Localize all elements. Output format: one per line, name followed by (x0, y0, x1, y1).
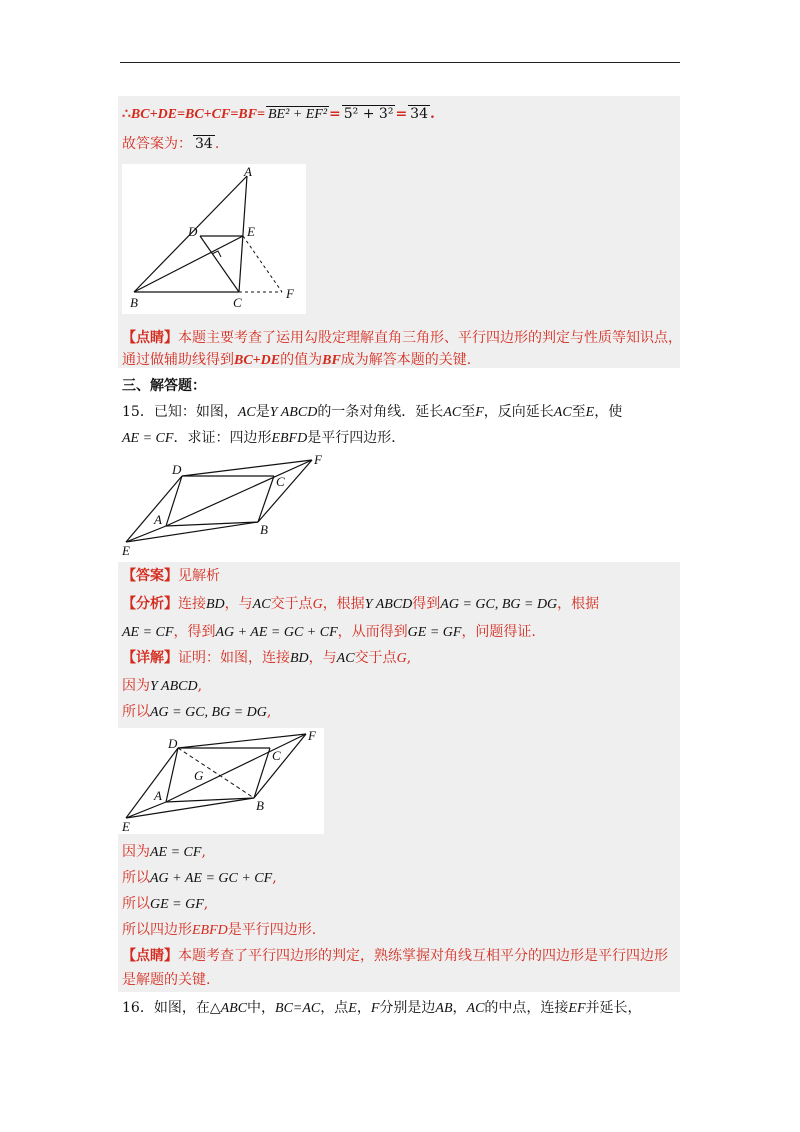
p15-e: E (585, 405, 595, 420)
p15-ac: AC (237, 405, 256, 420)
analysis-parallelogram: Y ABCD (364, 597, 413, 612)
p15-ac-3: AC (553, 405, 572, 420)
header-rule (120, 62, 680, 63)
answer-sqrt-34: 34 (195, 136, 213, 152)
label-e: E (122, 819, 130, 834)
p15-text-2: 是 (255, 404, 270, 420)
label-c: C (233, 295, 242, 310)
detail-t16: 是平行四边形. (227, 922, 317, 938)
period: . (430, 106, 435, 122)
analysis-t9: ，问题得证. (461, 624, 536, 640)
p15-text-4: 至 (461, 404, 476, 420)
line-ad (166, 476, 182, 526)
label-c: C (276, 474, 285, 489)
line-bf (258, 460, 312, 522)
detail-eq2: AE = CF (150, 845, 202, 860)
detail-line1 (122, 648, 411, 669)
period: . (214, 136, 220, 152)
label-g: G (194, 768, 204, 783)
detail-t9: 因为 (122, 844, 150, 860)
analysis-t5: 得到 (412, 596, 441, 612)
figure-14 (122, 164, 306, 314)
analysis-t3: 交于点 (270, 596, 313, 612)
p16-ab: AB (435, 1001, 453, 1016)
comment-14-line1 (122, 328, 682, 348)
figure-15-detail-diagram (118, 728, 324, 834)
label-f: F (314, 452, 322, 467)
line-ea (126, 526, 166, 542)
analysis-eq1: AG = GC, BG = DG (440, 597, 558, 612)
p15-text-8: ．求证：四边形 (173, 430, 272, 446)
detail-ebfd: EBFD (192, 923, 228, 938)
line-df (182, 460, 312, 476)
section-heading: 三、解答题： (122, 378, 206, 394)
label-b: B (256, 798, 264, 813)
p16-triangle: △ABC (209, 1001, 248, 1016)
detail-t14: , (203, 896, 209, 912)
figure-15 (118, 452, 332, 558)
p15-text-3: 的一条对角线．延长 (317, 404, 444, 420)
label-a: A (154, 512, 162, 527)
comment-14-line2 (122, 350, 471, 371)
p16-t5: 分别是边 (379, 1000, 436, 1016)
analysis-line2 (122, 622, 536, 643)
label-a: A (244, 164, 252, 179)
analysis-t2: ，与 (224, 596, 253, 612)
detail-t7: 所以 (122, 704, 150, 720)
label-b: B (130, 295, 138, 310)
line-bf (254, 734, 306, 798)
answer-15 (122, 566, 220, 586)
therefore-symbol: ∴ (122, 106, 131, 122)
p15-text-5: ，反向延长 (483, 404, 554, 420)
line-af (166, 734, 306, 802)
label-d: D (168, 736, 178, 751)
p16-t7: 的中点，连接 (484, 1000, 569, 1016)
figure-14-diagram (122, 164, 306, 314)
detail-parallelogram: Y ABCD (150, 679, 198, 694)
problem-15-line1 (122, 402, 622, 423)
label-c: C (272, 748, 281, 763)
p15-ebfd: EBFD (271, 431, 308, 446)
p15-text-6: 至 (571, 404, 586, 420)
answer-label: 故答案为： (122, 136, 192, 152)
p16-t8: 并延长， (585, 1000, 642, 1016)
analysis-line1 (122, 594, 599, 615)
detail-t4: , (406, 650, 412, 666)
p16-t3: ，点 (320, 1000, 349, 1016)
problem-15-line2 (122, 428, 405, 449)
problem-16-line1 (122, 998, 642, 1019)
figure-15-detail (118, 728, 324, 834)
p15-text-9: 是平行四边形． (307, 430, 406, 446)
label-b: B (260, 522, 268, 537)
p16-e: E (348, 1001, 357, 1016)
line-df (178, 734, 306, 748)
detail-line4 (122, 842, 206, 863)
analysis-t7: ，得到 (173, 624, 216, 640)
equals-sign-2: = (395, 106, 408, 122)
detail-t13: 所以 (122, 896, 150, 912)
p16-t6: ， (452, 1000, 467, 1016)
solution-14-equation (122, 104, 435, 125)
detail-t15: 所以四边形 (122, 922, 192, 938)
line-be (134, 236, 243, 292)
comment-tag: 【点睛】 (122, 330, 178, 346)
label-e: E (247, 224, 255, 239)
solution-14-answer (122, 134, 219, 154)
comment-text-a: 通过做辅助线得到 (122, 352, 234, 368)
detail-t10: , (201, 844, 206, 860)
line-af (166, 460, 312, 526)
analysis-tag: 【分析】 (122, 596, 178, 612)
comment-bc-de: BC+DE (234, 353, 281, 368)
detail-t12: , (272, 870, 277, 886)
analysis-t1: 连接 (178, 596, 206, 612)
detail-t8: , (266, 704, 272, 720)
analysis-eq2: AE = CF (122, 625, 174, 640)
line-ef-dashed (243, 236, 282, 292)
detail-eq1: AG = GC, BG = DG (150, 705, 267, 720)
analysis-ac: AC (252, 597, 271, 612)
label-d: D (172, 462, 182, 477)
label-d: D (188, 224, 198, 239)
detail-eq3: AG + AE = GC + CF (150, 871, 273, 886)
detail-bd: BD (290, 651, 309, 666)
detail-line3 (122, 702, 271, 723)
p16-eq: BC=AC (275, 1001, 321, 1016)
p16-t4: ， (356, 1000, 371, 1016)
detail-line5 (122, 868, 277, 889)
p15-ac-2: AC (443, 405, 462, 420)
equals-sign: = (329, 106, 341, 122)
analysis-bd: BD (206, 597, 225, 612)
comment15-text1: 本题考查了平行四边形的判定，熟练掌握对角线互相平分的四边形是平行四边形 (178, 948, 668, 964)
p15-f: F (475, 405, 484, 420)
p16-t1: 16．如图，在 (122, 1000, 210, 1016)
comment-text: 本题主要考查了运用勾股定理解直角三角形、平行四边形的判定与性质等知识点， (178, 330, 682, 346)
detail-line2 (122, 676, 202, 697)
answer-text: 见解析 (178, 568, 220, 584)
equation-chain: BC+DE=BC+CF=BF= (130, 107, 265, 122)
analysis-eq3: AG + AE = GC + CF (215, 625, 338, 640)
label-a: A (154, 788, 162, 803)
analysis-t4: ，根据 (322, 596, 365, 612)
p16-ac: AC (466, 1001, 485, 1016)
sqrt-34: 34 (410, 106, 428, 122)
comment15-tag: 【点睛】 (122, 948, 178, 964)
comment-text-b: 的值为 (280, 352, 323, 368)
line-ac (239, 176, 247, 292)
detail-tag: 【详解】 (122, 650, 178, 666)
detail-t6: , (197, 678, 203, 694)
label-f: F (308, 728, 316, 743)
detail-g: G (396, 651, 407, 666)
analysis-t6: ，根据 (557, 596, 600, 612)
sqrt-be-ef: BE² + EF² (267, 107, 328, 122)
p15-text-1: 15．已知：如图， (122, 404, 238, 420)
analysis-t8: ，从而得到 (337, 624, 408, 640)
label-e: E (122, 543, 130, 558)
line-dc (200, 236, 239, 292)
p15-ae-cf: AE = CF (122, 431, 174, 446)
analysis-g: G (312, 597, 323, 612)
detail-line7 (122, 920, 316, 941)
detail-line6 (122, 894, 208, 915)
detail-t2: ，与 (308, 650, 337, 666)
answer-tag: 【答案】 (122, 568, 178, 584)
p15-parallelogram: Y ABCD (269, 405, 318, 420)
comment-15-line2: 是解题的关键. (122, 972, 211, 988)
detail-t3: 交于点 (354, 650, 397, 666)
comment-bf: BF (322, 353, 341, 368)
comment-15-line1 (122, 946, 668, 966)
line-ed (126, 476, 182, 542)
label-f: F (286, 286, 294, 301)
figure-15-diagram (118, 452, 332, 558)
detail-eq4: GE = GF (150, 897, 204, 912)
detail-ac: AC (336, 651, 355, 666)
p15-text-7: ，使 (594, 404, 623, 420)
p16-t2: 中， (247, 1000, 276, 1016)
detail-t1: 证明：如图，连接 (178, 650, 290, 666)
sqrt-5-3: 5² + 3² (343, 106, 394, 122)
p16-ef: EF (568, 1001, 586, 1016)
detail-t11: 所以 (122, 870, 150, 886)
comment-text-c: 成为解答本题的关键. (340, 352, 472, 368)
p16-f: F (370, 1001, 380, 1016)
analysis-eq4: GE = GF (407, 625, 462, 640)
detail-t5: 因为 (122, 678, 150, 694)
